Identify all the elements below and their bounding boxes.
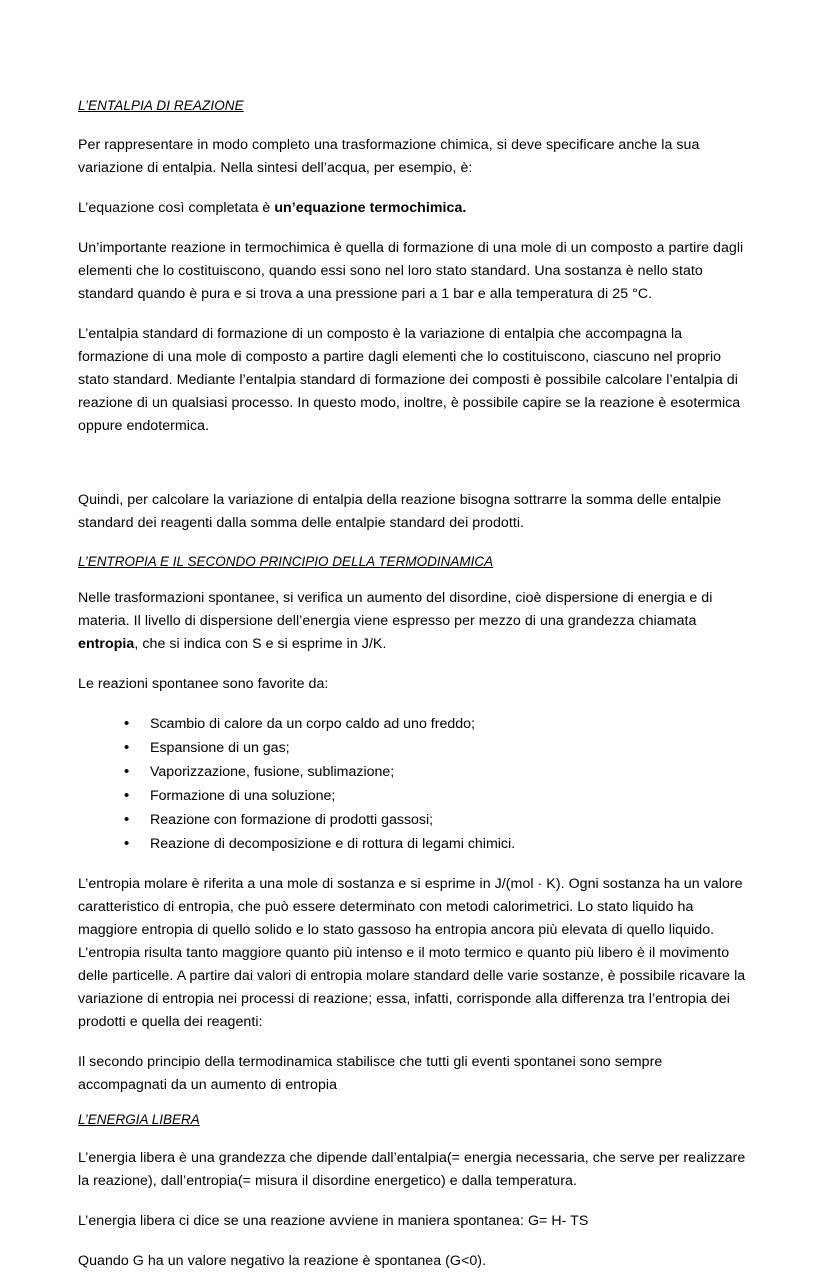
list-item: • Reazione di decomposizione e di rottura di legami chimici.	[124, 833, 750, 856]
bold-run: un’equazione termochimica.	[274, 199, 467, 216]
paragraph: Quindi, per calcolare la variazione di entalpia della reazione bisogna sottrarre la somma delle entalpie standard dei reagenti dalla somma delle entalpie standard dei prodotti.	[78, 491, 722, 531]
list-item: • Vaporizzazione, fusione, sublimazione;	[124, 761, 750, 784]
bold-run-entropia: entropia	[78, 636, 135, 653]
vertical-spacer	[78, 455, 750, 489]
list-item: • Formazione di una soluzione;	[124, 785, 750, 808]
paragraph: L’entropia molare è riferita a una mole di sostanza e si esprime in J/(mol · K). Ogni sostanza ha un valore caratteristico di entropia, che può essere determinato con metodi calorimetrici. Lo stato liquido ha maggiore entropia di quello solido e lo stato gassoso ha entropia ancora più elevata di quello liquido. L’entropia risulta tanto maggiore quanto più intenso e il moto termico e quanto più libero è il movimento delle particelle. A partire dai valori di entropia molare standard delle varie sostanze, è possibile ricavare la variazione di entropia nei processi di reazione; essa, infatti, corrisponde alla differenza tra l’entropia dei prodotti e quella dei reagenti:	[78, 876, 746, 1031]
paragraph-equazione-termochimica	[78, 197, 750, 220]
paragraph: L’energia libera è una grandezza che dipende dall’entalpia(= energia necessaria, che serve per realizzare la reazione), dall’entropia(= misura il disordine energetico) e dalla temperatura.	[78, 1149, 746, 1189]
paragraph-text-start: Nelle trasformazioni spontanee, si verifica un aumento del disordine, cioè dispersione di energia e di materia. Il livello di dispersione dell’energia viene espresso per mezzo di una grandezza chiamata	[78, 590, 713, 630]
section-heading-entalpia-di-reazione: L’ENTALPIA DI REAZIONE	[78, 98, 244, 113]
list-item: • Reazione con formazione di prodotti gassosi;	[124, 809, 750, 832]
bullet-list-reazioni-spontanee	[78, 713, 750, 856]
list-item: • Scambio di calore da un corpo caldo ad uno freddo;	[124, 713, 750, 736]
section-heading-energia-libera: L’ENERGIA LIBERA	[78, 1112, 200, 1128]
paragraph: Un’importante reazione in termochimica è quella di formazione di una mole di un composto a partire dagli elementi che lo costituiscono, quando essi sono nel loro stato standard. Una sostanza è nello stato standard quando è pura e si trova a una pressione pari a 1 bar e alla temperatura di 25 °C.	[78, 239, 744, 302]
paragraph-text-end: , che si indica con S e si esprime in J/K.	[134, 636, 387, 653]
paragraph: Il secondo principio della termodinamica stabilisce che tutti gli eventi spontanei sono sempre accompagnati da un aumento di entropia	[78, 1054, 663, 1094]
paragraph: L’energia libera ci dice se una reazione avviene in maniera spontanea: G= H- TS	[78, 1212, 589, 1229]
document-content	[78, 96, 750, 1273]
paragraph: L’entalpia standard di formazione di un composto è la variazione di entalpia che accompagna la formazione di una mole di composto a partire dagli elementi che lo costituiscono, ciascuno nel proprio stato standard. Mediante l’entalpia standard di formazione dei composti è possibile calcolare l’entalpia di reazione di un qualsiasi processo. In questo modo, inoltre, è possibile capire se la reazione è esotermica oppure endotermica.	[78, 325, 741, 434]
list-item: • Espansione di un gas;	[124, 737, 750, 760]
paragraph-entropia-definizione	[78, 587, 750, 656]
paragraph-text: L’equazione così completata è	[78, 199, 275, 216]
section-heading-entropia: L’ENTROPIA E IL SECONDO PRINCIPIO DELLA TERMODINAMICA	[78, 553, 494, 569]
paragraph: Quando G ha un valore negativo la reazione è spontanea (G<0).	[78, 1252, 487, 1269]
paragraph: Le reazioni spontanee sono favorite da:	[78, 676, 329, 693]
paragraph: Per rappresentare in modo completo una trasformazione chimica, si deve specificare anche la sua variazione di entalpia. Nella sintesi dell’acqua, per esempio, è:	[78, 136, 700, 176]
